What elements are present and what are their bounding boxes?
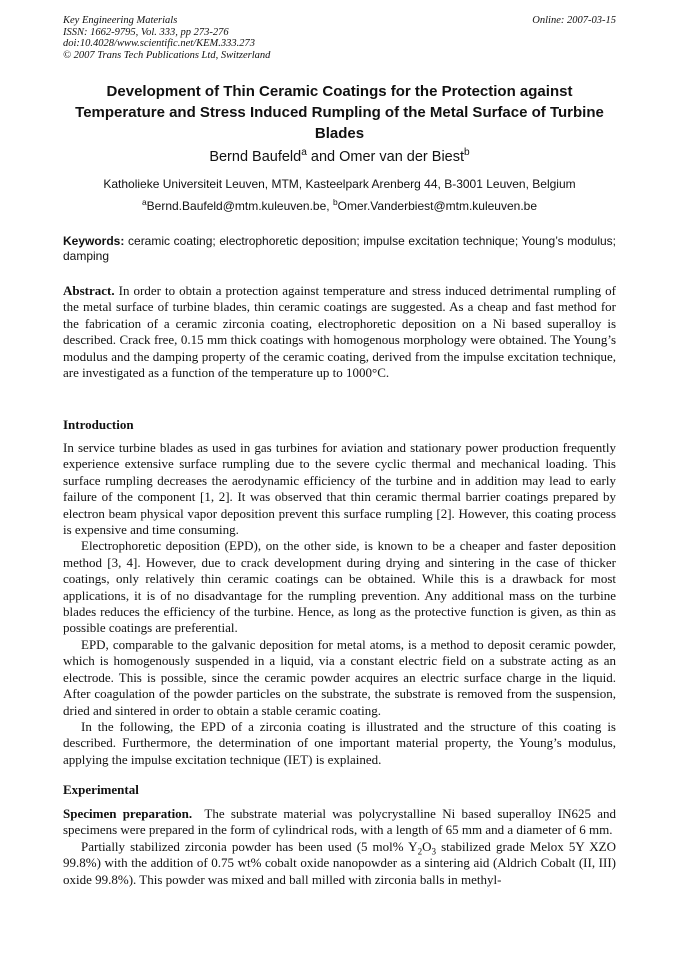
copyright-line: © 2007 Trans Tech Publications Ltd, Switzerland (63, 49, 271, 61)
intro-paragraph: EPD, comparable to the galvanic deposition for metal atoms, is a method to deposit ceramic powder, which is homogenously suspended in a liquid, via a constant electric field on a substrate acting as an electrode. This is possible, since the ceramic powder acquires an electric surface charge in the liquid. After coagulation of the powder particles on the substrate, the substrate is removed from the suspension, dried and sintered in order to obtain a stable ceramic coating. (63, 636, 616, 718)
abstract-text: In order to obtain a protection against temperature and stress induced detrimental rumpling of the metal surface of turbine blades, thin ceramic coatings are suggested. As a cheap and fast method for the fabrication of a ceramic zirconia coating, electrophoretic deposition on a Ni based superalloy is described. Crack free, 0.15 mm thick coatings with homogenous morphology were obtained. The Young’s modulus and the damping property of the ceramic coating, derived from the impulse excitation technique, are investigated as a function of the temperature up to 1000°C. (63, 283, 616, 381)
online-date: Online: 2007-03-15 (532, 15, 616, 26)
experimental-heading: Experimental (63, 782, 139, 797)
paper-title: Development of Thin Ceramic Coatings for the Protection against Temperature and Stress Induced Rumpling of the Metal Surface of Turbine Blades (75, 83, 604, 142)
issn-line: ISSN: 1662-9795, Vol. 333, pp 273-276 (63, 26, 229, 38)
powder-paragraph (63, 839, 616, 888)
specimen-paragraph (63, 806, 620, 839)
author-1: Bernd Baufeld (209, 149, 302, 165)
email-a: Bernd.Baufeld@mtm.kuleuven.be (146, 199, 327, 213)
powder-text-b: O (422, 838, 432, 854)
author-2: Omer van der Biest (339, 149, 465, 165)
introduction-body (63, 440, 616, 768)
author-joiner: and (306, 149, 340, 165)
author-1-mark: a (301, 147, 307, 159)
intro-paragraph: In service turbine blades as used in gas turbines for aviation and stationary power production frequently experience extensive surface rumpling due to the severe cyclic thermal and mechanical loading. This surface rumpling decreases the aerodynamic efficiency of the turbine and in addition may lead to early failure of the component [1, 2]. It was observed that thin ceramic thermal barrier coatings prepared by electron beam physical vapor deposition prevent this surface rumpling [2]. However, this coating process is expensive and time consuming. (63, 440, 616, 538)
abstract (63, 283, 616, 381)
affiliation: Katholieke Universiteit Leuven, MTM, Kasteelpark Arenberg 44, B-3001 Leuven, Belgium (103, 177, 576, 191)
journal-name: Key Engineering Materials (63, 15, 178, 26)
keywords-label: Keywords: (63, 234, 125, 248)
powder-text-a: Partially stabilized zirconia powder has been used (5 mol% Y (81, 838, 418, 854)
intro-paragraph: In the following, the EPD of a zirconia coating is illustrated and the structure of this coating is described. Furthermore, the determination of one important material property, the Young’s modulus, applying the impulse excitation technique (IET) is explained. (63, 718, 616, 767)
specimen-text: The substrate material was polycrystalline Ni based superalloy IN625 and specimens were prepared in the form of cylindrical rods, with a length of 65 mm and a diameter of 6 mm. (63, 806, 620, 838)
doi-line: doi:10.4028/www.scientific.net/KEM.333.273 (63, 38, 255, 49)
author-2-mark: b (464, 147, 470, 159)
email-a-mark: a (141, 197, 147, 207)
intro-paragraph: Electrophoretic deposition (EPD), on the other side, is known to be a cheaper and faster deposition method [3, 4]. However, due to crack development during drying and sintering in the case of thicker coatings, only relatively thin ceramic coatings can be obtained. While this is a drawback for most applications, it is of no disadvantage for the rumpling prevention. Any additional mass on the turbine blades reduces the efficiency of the turbine. Hence, as long as the protective function is given, as thin as possible coatings are preferential. (63, 538, 616, 636)
specimen-label: Specimen preparation. (63, 806, 193, 821)
introduction-heading: Introduction (63, 417, 134, 432)
keywords (63, 234, 616, 264)
subscript-3: 3 (431, 846, 437, 857)
abstract-label: Abstract. (63, 283, 115, 298)
powder-text-c: stabilized grade Melox 5Y XZO 99.8%) with the addition of 0.75 wt% cobalt oxide nanopowder as a sintering aid (Aldrich Cobalt (II, III) oxide 99.8%). This powder was mixed and ball milled with zirconia balls in methyl- (63, 838, 616, 887)
journal-header (63, 15, 616, 61)
email-line (63, 199, 616, 213)
email-b: Omer.Vanderbiest@mtm.kuleuven.be (337, 199, 538, 213)
subscript-2: 2 (417, 846, 423, 857)
email-sep: , (326, 199, 333, 213)
email-b-mark: b (332, 197, 338, 207)
keywords-text: ceramic coating; electrophoretic deposition; impulse excitation technique; Young’s modulus; damping (63, 234, 616, 263)
experimental-body (63, 806, 620, 888)
author-line (63, 149, 616, 165)
